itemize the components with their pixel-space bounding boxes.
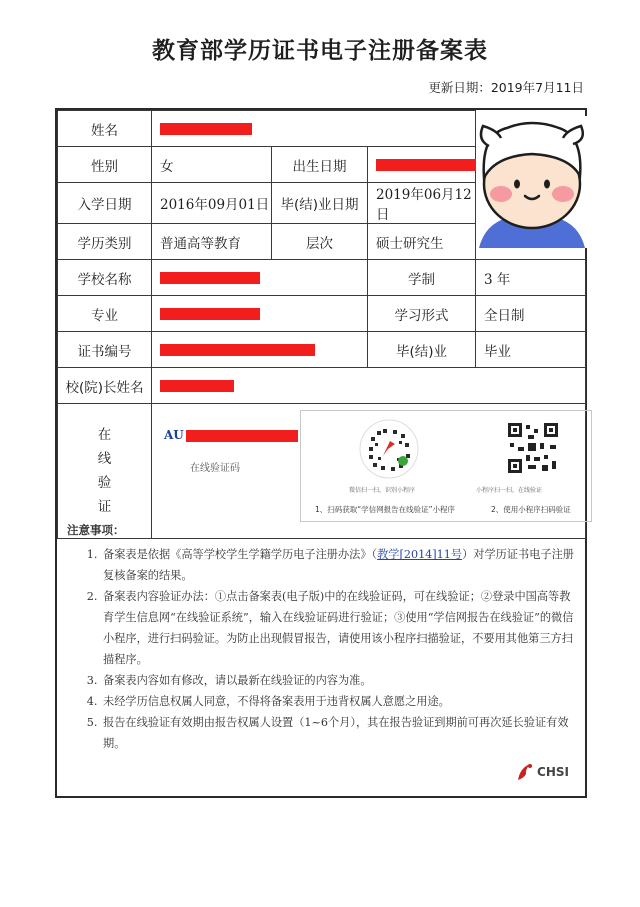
name-label: 姓名: [58, 111, 152, 147]
mode-label: 学习形式: [368, 296, 476, 332]
redaction-mark: [160, 344, 315, 356]
redaction-mark: [160, 272, 260, 284]
birth-label: 出生日期: [272, 147, 368, 183]
mini-program-qr-icon[interactable]: [506, 421, 560, 475]
verify-code-caption: 在线验证码: [190, 463, 240, 474]
row-verify: [58, 404, 586, 539]
row-major: [58, 296, 586, 332]
redaction-mark: [376, 159, 476, 171]
mode-value: 全日制: [476, 296, 586, 332]
page-title: 教育部学历证书电子注册备案表: [152, 38, 488, 64]
enroll-label: 入学日期: [58, 183, 152, 224]
wechat-qr-icon[interactable]: [359, 419, 419, 479]
record-form: [55, 108, 587, 798]
duration-label: 学制: [368, 260, 476, 296]
note-item: 5. 报告在线验证有效期由报告权属人设置（1~6个月），其在报告验证到期前可再次延长验证有效期。: [101, 712, 575, 754]
cert-value: [152, 332, 368, 368]
president-value: [152, 368, 586, 404]
president-label: 校(院)长姓名: [58, 368, 152, 404]
cert-label: 证书编号: [58, 332, 152, 368]
major-value: [152, 296, 368, 332]
duration-value: 3 年: [476, 260, 586, 296]
level-value: 硕士研究生: [368, 224, 476, 260]
level-label: 层次: [272, 224, 368, 260]
regulation-link[interactable]: 教学[2014]11号: [377, 548, 463, 561]
verify-step-1: 1、扫码获取“学信网报告在线验证”小程序: [315, 505, 456, 514]
redaction-mark: [160, 308, 260, 320]
chsi-bird-icon: [516, 762, 534, 782]
wechat-qr-caption: 微信扫一扫，识别小程序: [349, 487, 416, 494]
status-value: 毕业: [476, 332, 586, 368]
qr-panel: [300, 410, 592, 522]
avatar-sticker-icon: [477, 116, 587, 248]
major-label: 专业: [58, 296, 152, 332]
school-label: 学校名称: [58, 260, 152, 296]
redaction-mark: [160, 123, 252, 135]
note-item: 1. 备案表是依据《高等学校学生学籍学历电子注册办法》（教学[2014]11号）对学历证书电子注册复核备案的结果。: [101, 544, 575, 586]
gender-label: 性别: [58, 147, 152, 183]
school-value: [152, 260, 368, 296]
mini-qr-caption: 小程序扫一扫，在线验证: [476, 487, 543, 494]
row-school: [58, 260, 586, 296]
verify-cell: [152, 404, 586, 539]
type-label: 学历类别: [58, 224, 152, 260]
verify-step-2: 2、使用小程序扫码验证: [491, 505, 571, 514]
name-value: [152, 111, 476, 147]
notes-list: [67, 544, 575, 754]
grad-value: 2019年06月12日: [368, 183, 476, 224]
updated-date: 更新日期：2019年7月11日: [428, 80, 584, 95]
gender-value: 女: [152, 147, 272, 183]
birth-value: [368, 147, 476, 183]
row-cert: [58, 332, 586, 368]
note-item: 2. 备案表内容验证办法：①点击备案表(电子版)中的在线验证码，可在线验证；②登录中国高等教育学生信息网“在线验证系统”，输入在线验证码进行验证；③使用“学信网报告在线验证”的微信小程序，进行扫码验证。为防止出现假冒报告，请使用该小程序扫描验证，不要用其他第三方扫描程序。: [101, 586, 575, 670]
note-item: 3. 备案表内容如有修改，请以最新在线验证的内容为准。: [101, 670, 575, 691]
note-item: 4. 未经学历信息权属人同意，不得将备案表用于违背权属人意愿之用途。: [101, 691, 575, 712]
notes-heading: 注意事项：: [67, 523, 125, 537]
chsi-logo: CHSI: [516, 762, 569, 782]
redaction-mark: [186, 430, 298, 442]
verify-code[interactable]: AU: [164, 428, 298, 442]
notes-section: [67, 520, 575, 754]
row-president: [58, 368, 586, 404]
grad-label: 毕(结)业日期: [272, 183, 368, 224]
redaction-mark: [160, 380, 234, 392]
type-value: 普通高等教育: [152, 224, 272, 260]
enroll-value: 2016年09月01日: [152, 183, 272, 224]
status-label: 毕(结)业: [368, 332, 476, 368]
verify-label: 在 线 验 证: [58, 404, 152, 539]
